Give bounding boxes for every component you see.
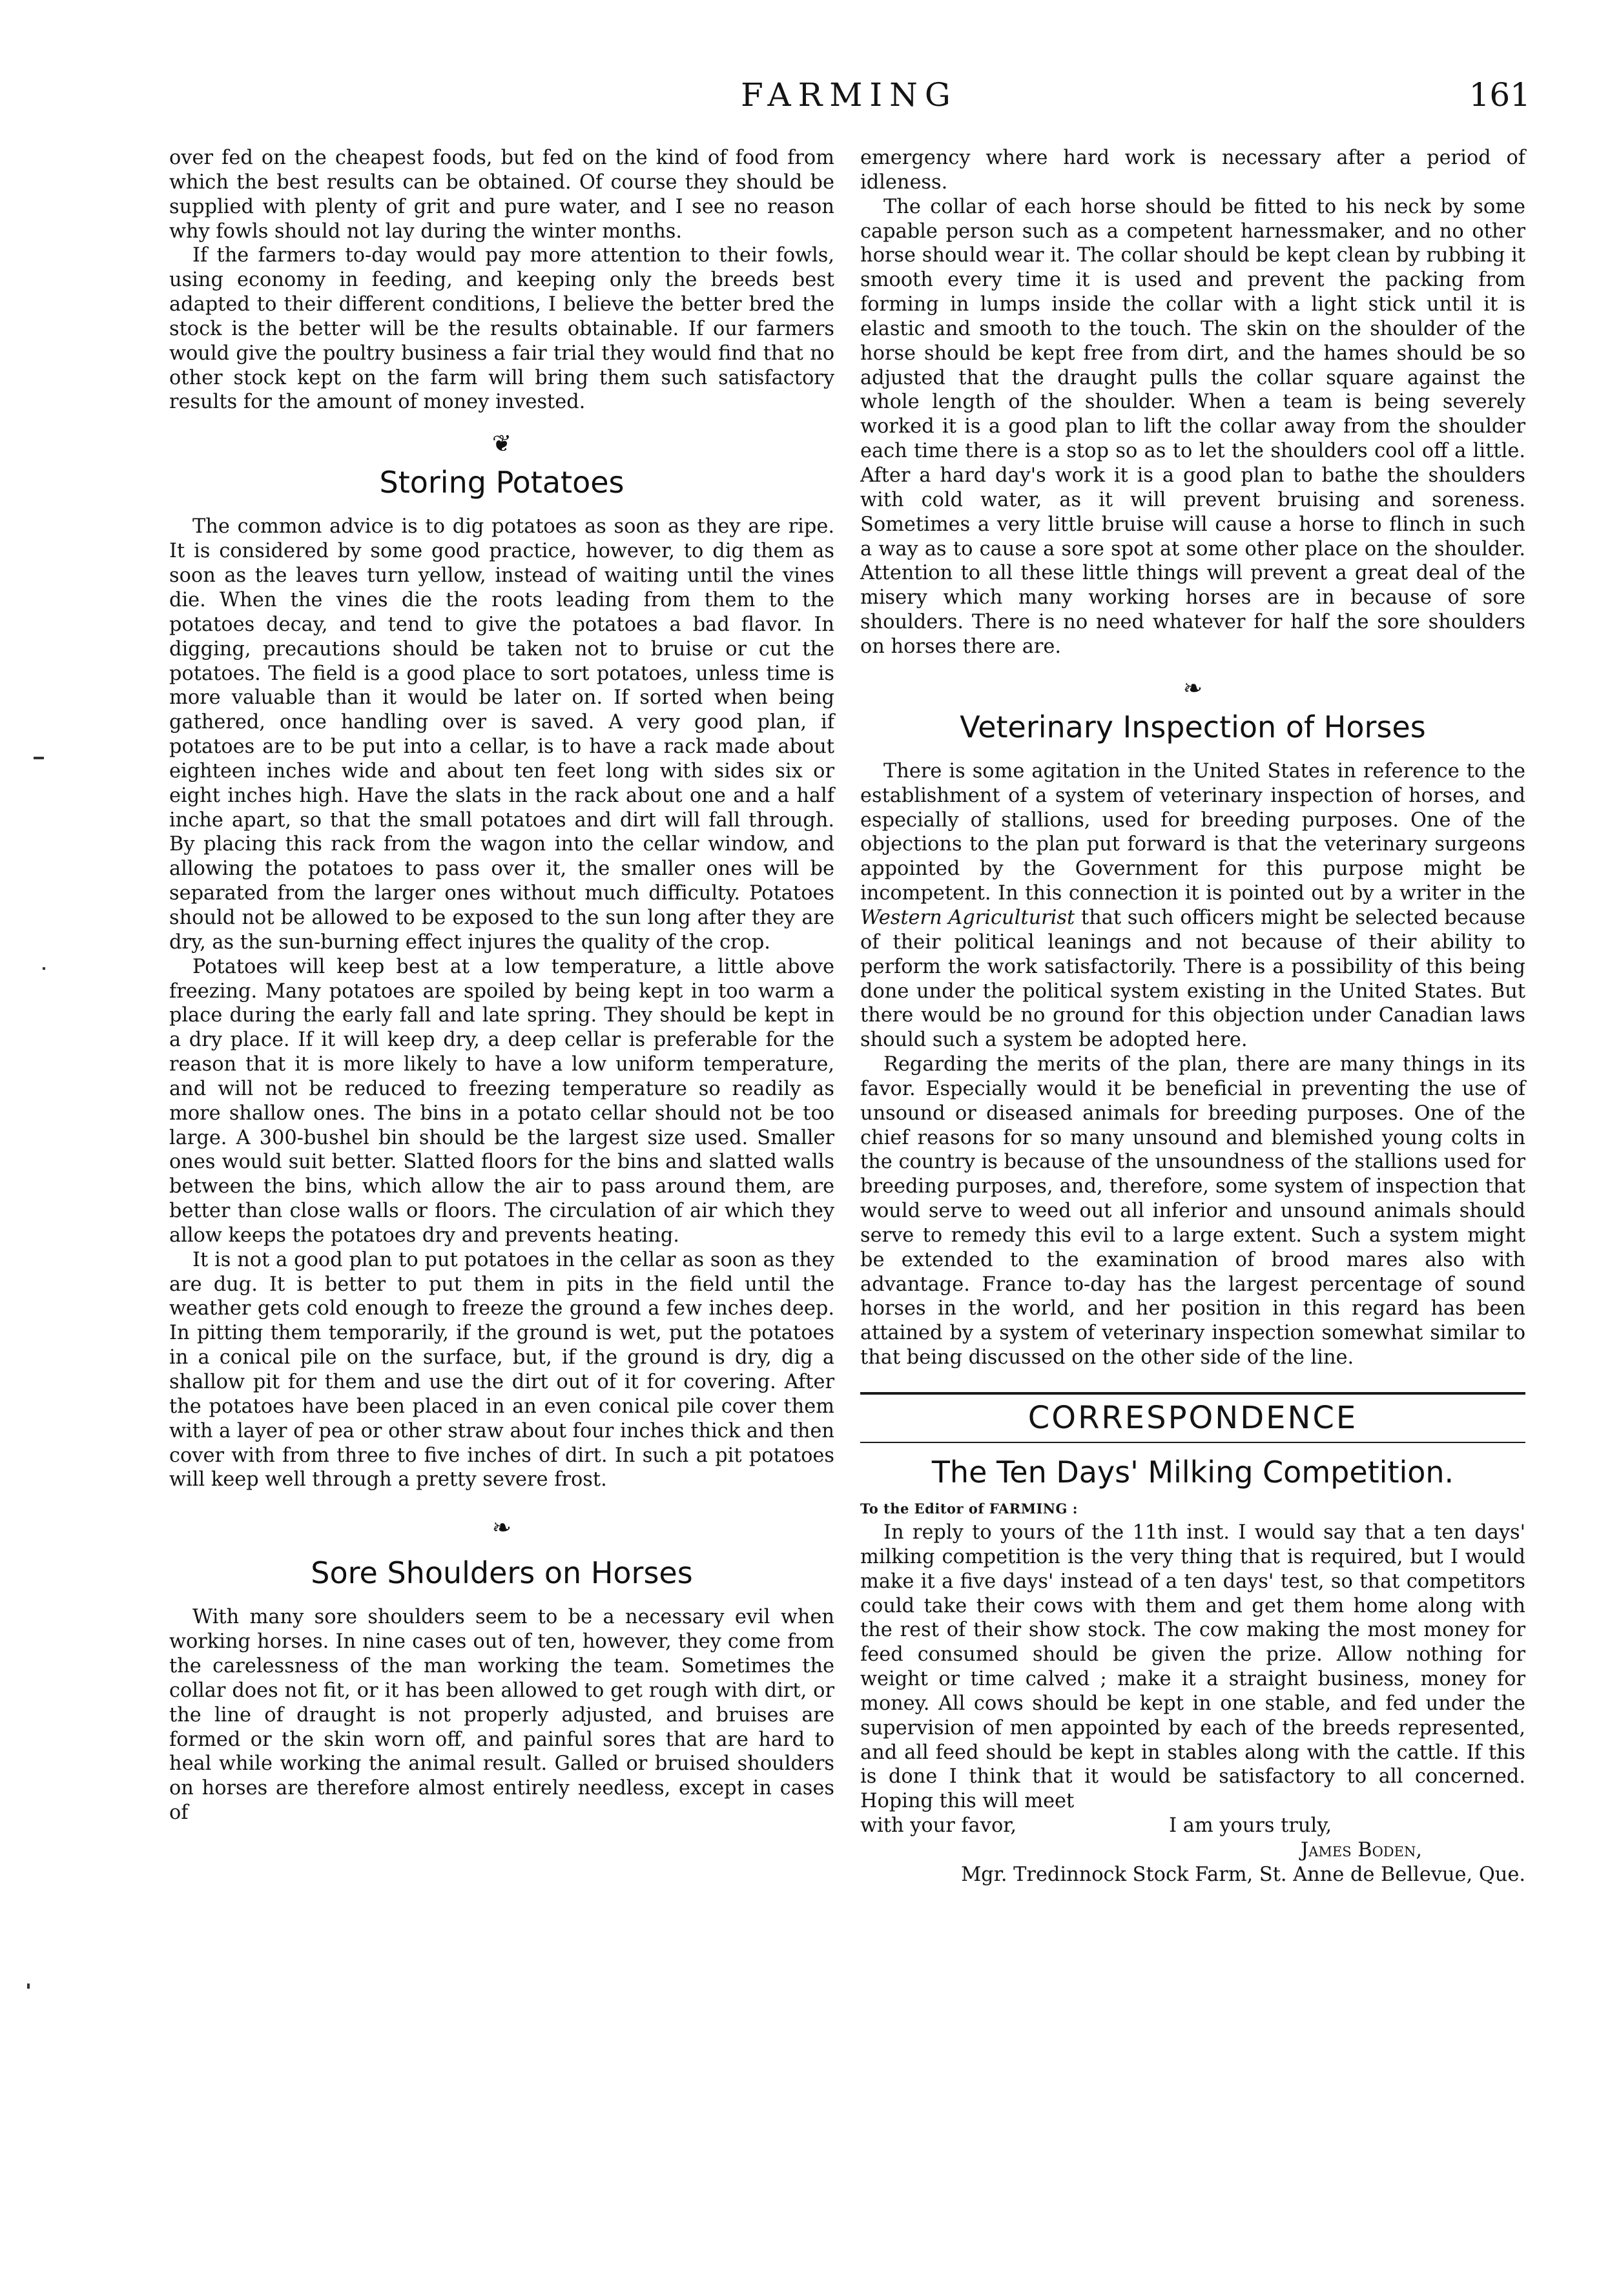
letter-closing-left: with your favor, [860,1814,1017,1838]
milking-competition-heading: The Ten Days' Milking Competition. [931,1454,1454,1490]
publication-name-italic: Western Agriculturist [860,906,1075,929]
letter-closing [860,1814,1525,1838]
section-divider [860,1442,1525,1443]
sore-shoulders-paragraph: With many sore shoulders seem to be a necessary evil when working horses. In nine cases out of ten, however, they come from the carelessness of the man working the team. Sometimes the collar does not fit, or it has been allowed to get rough with dirt, or the line of draught is not properly adjusted, and bruises are formed or the skin worn off, and painful sores that are hard to heal while working the animal result. Galled or bruised shoulders on horses are therefore almost entirely needless, except in cases of [169,1606,834,1825]
sore-shoulders-paragraph: The collar of each horse should be fitted to his neck by some capable person such as a competent harnessmaker, and no other horse should wear it. The collar should be kept clean by rubbing it smooth every time it is used and prevent the packing from forming in lumps inside the collar with a light stick until it is elastic and smooth to the touch. The skin on the shoulder of the horse should be kept free from dirt, and the hames should be so adjusted that the draught pulls the collar square against the whole length of the shoulder. When a team is being severely worked it is a good plan to lift the collar away from the shoulder each time there is a stop so as to let the shoulders cool off a little. After a hard day's work it is a good plan to bathe the shoulders with cold water, as it will prevent bruising and soreness. Sometimes a very little bruise will cause a horse to flinch in such a way as to cause a sore spot at some other place on the shoulder. Attention to all these little things will prevent a great deal of the misery which many working horses are in because of sore shoulders. There is no need whatever for half the sore shoulders on horses there are. [860,195,1525,658]
veterinary-text-part: that such officers might be selected because of their political leanings and not because of their ability to perform the work satisfactorily. There is a possibility of this being done under the political system existing in the United States. But there would be no ground for this objection under Canadian laws should such a system be adopted here. [860,906,1525,1052]
letter-body: In reply to yours of the 11th inst. I would say that a ten days' milking competition is the very thing that is required, but I would make it a five days' instead of a ten days' test, so that competitors could take their cows with them and get them home along with the rest of their show stock. The cow making the most money for feed consumed should be given the prize. Allow nothing for weight or time calved ; make it a straight business, money for money. All cows should be kept in one stable, and fed under the supervision of men appointed by each of the breeds represented, and all feed should be kept in stables along with the cattle. If this is done I think that it would be satisfactory to all concerned. Hoping this will meet [860,1521,1525,1813]
letter-salutation: To the Editor of FARMING : [860,1500,1078,1517]
section-divider [860,1392,1525,1395]
storing-potatoes-paragraph: The common advice is to dig potatoes as soon as they are ripe. It is considered by some good practice, however, to dig them as soon as the leaves turn yellow, instead of waiting until the vines die. When the vines die the roots leading from them to the potatoes decay, and tend to give the potatoes a bad flavor. In digging, precautions should be taken not to bruise or cut the potatoes. The field is a good place to sort potatoes, unless time is more valuable than it would be later on. If sorted when being gathered, once handling over is saved. A very good plan, if potatoes are to be put into a cellar, is to have a rack made about eighteen inches wide and about ten feet long with sides six or eight inches high. Have the slats in the rack about one and a half inche apart, so that the small potatoes and dirt will fall through. By placing this rack from the wagon into the cellar window, and allowing the potatoes to pass over it, the smaller ones will be separated from the larger ones without much difficulty. Potatoes should not be allowed to be exposed to the sun long after they are dry, as the sun-burning effect injures the quality of the crop. [169,515,834,954]
poultry-article-continuation: over fed on the cheapest foods, but fed on the kind of food from which the best results can be obtained. Of course they should be supplied with plenty of grit and pure water, and I see no reason why fowls should not lay during the winter months. [169,147,834,243]
veterinary-inspection-paragraph: Regarding the merits of the plan, there are many things in its favor. Especially would it be beneficial in preventing the use of unsound or diseased animals for breeding purposes. One of the chief reasons for so many unsound and blemished young colts in the country is because of the unsoundness of the stallions used for breeding purposes, and, therefore, some system of inspection that would serve to weed out all inferior and unsound animals should serve to remedy this evil to a large extent. Such a system might be extended to the examination of brood mares also with advantage. France to-day has the largest percentage of sound horses in the world, and her position in this regard has been attained by a system of veterinary inspection somewhat similar to that being discussed on the other side of the line. [860,1053,1525,1369]
left-column [169,146,834,1825]
veterinary-inspection-heading: Veterinary Inspection of Horses [960,709,1426,744]
section-ornament-icon: ❧ [1182,675,1203,702]
storing-potatoes-heading: Storing Potatoes [379,465,624,500]
section-ornament-icon: ❦ [491,431,512,458]
letter-closing-right: I am yours truly, [1169,1814,1332,1838]
correspondence-section-title: CORRESPONDENCE [1027,1400,1358,1436]
storing-potatoes-paragraph: It is not a good plan to put potatoes in the cellar as soon as they are dug. It is better to put them in pits in the field until the weather gets cold enough to freeze the ground a few inches deep. In pitting them temporarily, if the ground is wet, put the potatoes in a conical pile on the surface, but, if the ground is dry, dig a shallow pit for them and use the dirt out of it for covering. After the potatoes have been placed in an even conical pile cover them with a layer of pea or other straw about four inches thick and then cover with from three to five inches of dirt. In such a pit potatoes will keep well through a pretty severe frost. [169,1248,834,1491]
publication-title: FARMING [741,76,958,114]
sore-shoulders-continuation: emergency where hard work is necessary after a period of idleness. [860,147,1525,194]
scan-margin-mark [27,1983,30,1989]
section-ornament-icon: ❧ [491,1515,512,1542]
poultry-article-paragraph: If the farmers to-day would pay more attention to their fowls, using economy in feeding, and keeping only the breeds best adapted to their different conditions, I believe the better bred the stock is the better will be the results obtainable. If our farmers would give the poultry business a fair trial they would find that no other stock kept on the farm will bring them such satisfactory results for the amount of money invested. [169,244,834,414]
scan-margin-mark [34,757,44,759]
page-number: 161 [1469,76,1531,114]
veterinary-inspection-paragraph [860,759,1525,1052]
letter-signature: James Boden, [1301,1838,1422,1861]
right-column [860,146,1525,1887]
veterinary-text-part: There is some agitation in the United States in reference to the establishment of a system of veterinary inspection of horses, and especially of stallions, used for breeding purposes. One of the objections to the plan put forward is that the veterinary surgeons appointed by the Government for this purpose might be incompetent. In this connection it is pointed out by a writer in the [860,759,1525,905]
letter-affiliation: Mgr. Tredinnock Stock Farm, St. Anne de Bellevue, Que. [961,1863,1525,1886]
running-head [168,72,1531,124]
sore-shoulders-heading: Sore Shoulders on Horses [311,1555,693,1591]
storing-potatoes-paragraph: Potatoes will keep best at a low temperature, a little above freezing. Many potatoes are spoiled by being kept in too warm a place during the early fall and late spring. They should be kept in a dry place. If it will keep dry, a deep cellar is preferable for the reason that it is more likely to have a low uniform temperature, and will not be reduced to freezing temperature so readily as more shallow ones. The bins in a potato cellar should not be too large. A 300-bushel bin should be the largest size used. Smaller ones would suit better. Slatted floors for the bins and slatted walls between the bins, which allow the air to pass around them, are better than close walls or floors. The circulation of air which they allow keeps the potatoes dry and prevents heating. [169,955,834,1247]
scan-margin-mark [43,967,45,970]
